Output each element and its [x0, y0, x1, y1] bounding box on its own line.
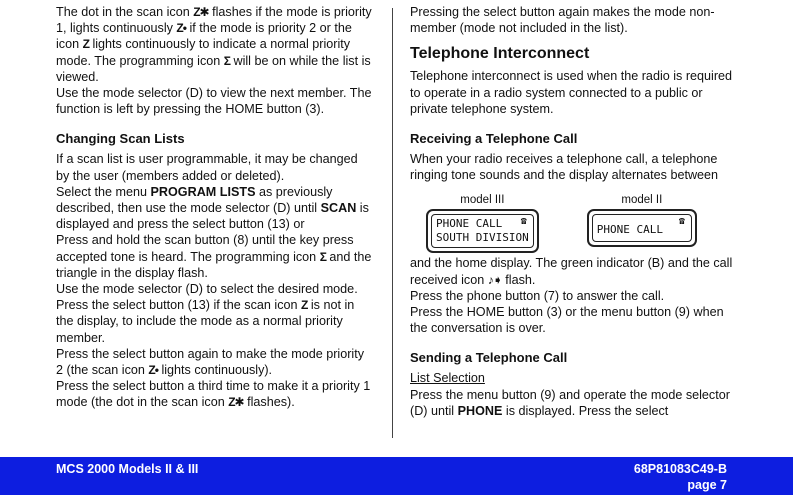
heading-changing-scan-lists: Changing Scan Lists	[56, 131, 185, 147]
lcd-screen	[592, 214, 692, 242]
paragraph-interconnect-description: Telephone interconnect is used when the radio is required to operate in a radio system connected to a public or private telephone system.	[410, 69, 733, 116]
scan-dot-icon: Z•	[176, 21, 186, 36]
footer-doc-number: 68P81083C49-B	[633, 462, 727, 476]
display-caption: model II	[621, 194, 663, 207]
lcd-line: PHONE CALL	[596, 223, 663, 237]
column-divider	[392, 8, 393, 438]
programming-icon: Ʃ	[319, 249, 326, 264]
paragraph-next-member: Use the mode selector (D) to view the next member. The function is left by pressing the HOME button (3).	[56, 86, 372, 117]
paragraph-priority-1: Press the select button a third time to make it a priority 1 mode (the dot in the scan icon Z✱ flashes).	[56, 379, 371, 410]
heading-receiving-call: Receiving a Telephone Call	[410, 131, 578, 147]
paragraph-priority-2: Press the select button again to make the mode priority 2 (the scan icon Z• lights continuously).	[56, 346, 365, 378]
paragraph-scan-icon-states: The dot in the scan icon Z✱ flashes if the mode is priority 1, lights continuously Z• if the mode is priority 2 or the icon Z lights continuously to indicate a normal priority mode. The programming icon Ʃ will be on while the list is viewed.	[56, 5, 372, 84]
paragraph-end-call: Press the HOME button (3) or the menu button (9) when the conversation is over.	[410, 305, 724, 336]
call-received-icon: ♪➧	[487, 272, 502, 287]
handset-icon: ☎	[520, 216, 527, 228]
programming-icon: Ʃ	[223, 53, 230, 68]
scan-icon: Z	[82, 37, 89, 52]
paragraph-select-mode: Use the mode selector (D) to select the desired mode.	[56, 282, 358, 297]
paragraph-receive-call: When your radio receives a telephone call, a telephone ringing tone sounds and the display alternates between	[410, 152, 719, 183]
left-column	[56, 4, 374, 435]
scan-icon: Z	[301, 298, 308, 313]
paragraph-select-menu: Select the menu PROGRAM LISTS as previously described, then use the mode selector (D) until SCAN is displayed and press the select button (13) or	[56, 184, 369, 232]
scan-dot-icon: Z✱	[228, 395, 244, 410]
display-examples	[426, 193, 736, 253]
scan-dot-icon: Z•	[148, 363, 158, 378]
subheading-list-selection: List Selection	[410, 371, 485, 386]
lcd-screen	[431, 214, 534, 248]
paragraph-normal-priority: Press the select button (13) if the scan icon Z is not in the display, to include the mode as a normal priority member.	[56, 298, 355, 345]
paragraph-menu-phone: Press the menu button (9) and operate the mode selector (D) until PHONE is displayed. Press the select	[410, 387, 730, 418]
scan-dot-icon: Z✱	[193, 5, 209, 19]
heading-telephone-interconnect: Telephone Interconnect	[410, 45, 590, 63]
display-model-iii	[426, 193, 539, 253]
paragraph-home-display: and the home display. The green indicator (B) and the call received icon ♪➧ flash.	[410, 256, 733, 287]
footer-page-number: page 7	[687, 478, 727, 492]
page-footer	[0, 457, 793, 495]
footer-product: MCS 2000 Models II & III	[56, 462, 199, 476]
paragraph-non-member: Pressing the select button again makes the mode non-member (mode not included in the list).	[410, 5, 715, 36]
lcd-line: SOUTH DIVISION	[436, 231, 529, 245]
handset-icon: ☎	[678, 216, 685, 228]
heading-sending-call: Sending a Telephone Call	[410, 350, 568, 366]
right-column	[410, 4, 736, 435]
display-caption: model III	[460, 194, 505, 207]
paragraph-user-programmable: If a scan list is user programmable, it may be changed by the user (members added or deleted).	[56, 152, 358, 183]
lcd-line: PHONE CALL	[436, 217, 503, 231]
display-model-ii	[587, 193, 697, 253]
paragraph-answer-call: Press the phone button (7) to answer the call.	[410, 288, 665, 303]
paragraph-press-hold-scan: Press and hold the scan button (8) until the key press accepted tone is heard. The programming icon Ʃ and the triangle in the display flash.	[56, 233, 372, 280]
